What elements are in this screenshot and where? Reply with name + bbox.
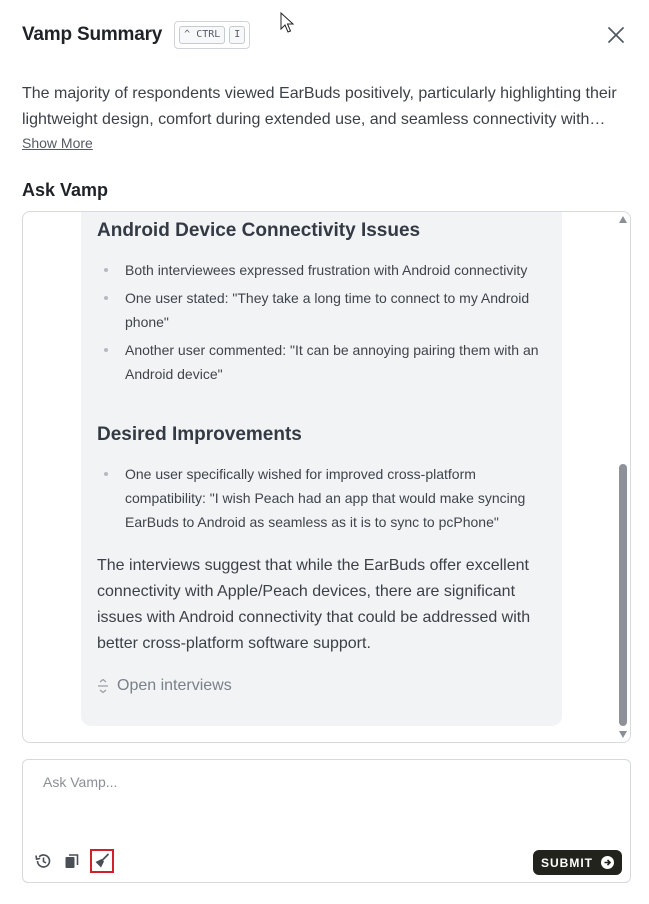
- scroll-down-arrow[interactable]: [619, 731, 627, 738]
- ask-input-container: [22, 759, 631, 883]
- history-button[interactable]: [31, 849, 55, 873]
- ask-vamp-heading: Ask Vamp: [22, 180, 109, 200]
- shortcut-key-i: I: [229, 26, 245, 44]
- close-icon: [605, 24, 627, 46]
- submit-label: SUBMIT: [541, 855, 593, 870]
- close-button[interactable]: [605, 24, 627, 46]
- section-heading: Android Device Connectivity Issues: [97, 220, 421, 241]
- bullet-list: [97, 462, 547, 538]
- scrollbar-thumb[interactable]: [619, 464, 627, 726]
- show-more-link[interactable]: Show More: [22, 135, 93, 151]
- response-card: [81, 211, 562, 726]
- chat-response-area[interactable]: [22, 211, 631, 743]
- bullet-list: [97, 258, 547, 390]
- mouse-cursor-icon: [280, 12, 294, 34]
- panel-header: [22, 20, 631, 50]
- arrow-right-circle-icon: [601, 856, 614, 869]
- list-item: One user specifically wished for improved cross-platform compatibility: "I wish Peach had an app that would make syncing EarBuds to Android as seamless as it is to sync to pcPhone": [97, 462, 547, 534]
- open-interviews-label: Open interviews: [117, 677, 232, 694]
- expand-icon: [97, 679, 109, 693]
- submit-button[interactable]: [533, 850, 622, 875]
- ask-input[interactable]: [43, 774, 603, 814]
- open-interviews-button[interactable]: [97, 677, 232, 695]
- list-item: Another user commented: "It can be annoying pairing them with an Android device": [97, 338, 547, 386]
- scrollbar[interactable]: [618, 216, 628, 738]
- summary-text-block: [22, 81, 622, 133]
- history-icon: [34, 852, 52, 870]
- section-heading: Desired Improvements: [97, 424, 302, 445]
- summary-text: The majority of respondents viewed EarBuds positively, particularly highlighting their lightweight design, comfort during extended use, and seamless connectivity with: [22, 85, 617, 128]
- clear-chat-button[interactable]: [90, 849, 114, 873]
- copy-icon: [63, 852, 81, 870]
- list-item: Both interviewees expressed frustration with Android connectivity: [97, 258, 547, 282]
- list-item: One user stated: "They take a long time to connect to my Android phone": [97, 286, 547, 334]
- conclusion-text: The interviews suggest that while the EarBuds offer excellent connectivity with Apple/Peach devices, there are significant issues with Android connectivity that could be addressed with better cross-platform software support.: [97, 557, 531, 652]
- keyboard-shortcut: [174, 21, 250, 49]
- shortcut-key-ctrl: ^ CTRL: [179, 26, 225, 44]
- scroll-up-arrow[interactable]: [619, 216, 627, 223]
- panel-title: Vamp Summary: [22, 24, 163, 45]
- copy-button[interactable]: [60, 849, 84, 873]
- broom-icon: [94, 853, 110, 869]
